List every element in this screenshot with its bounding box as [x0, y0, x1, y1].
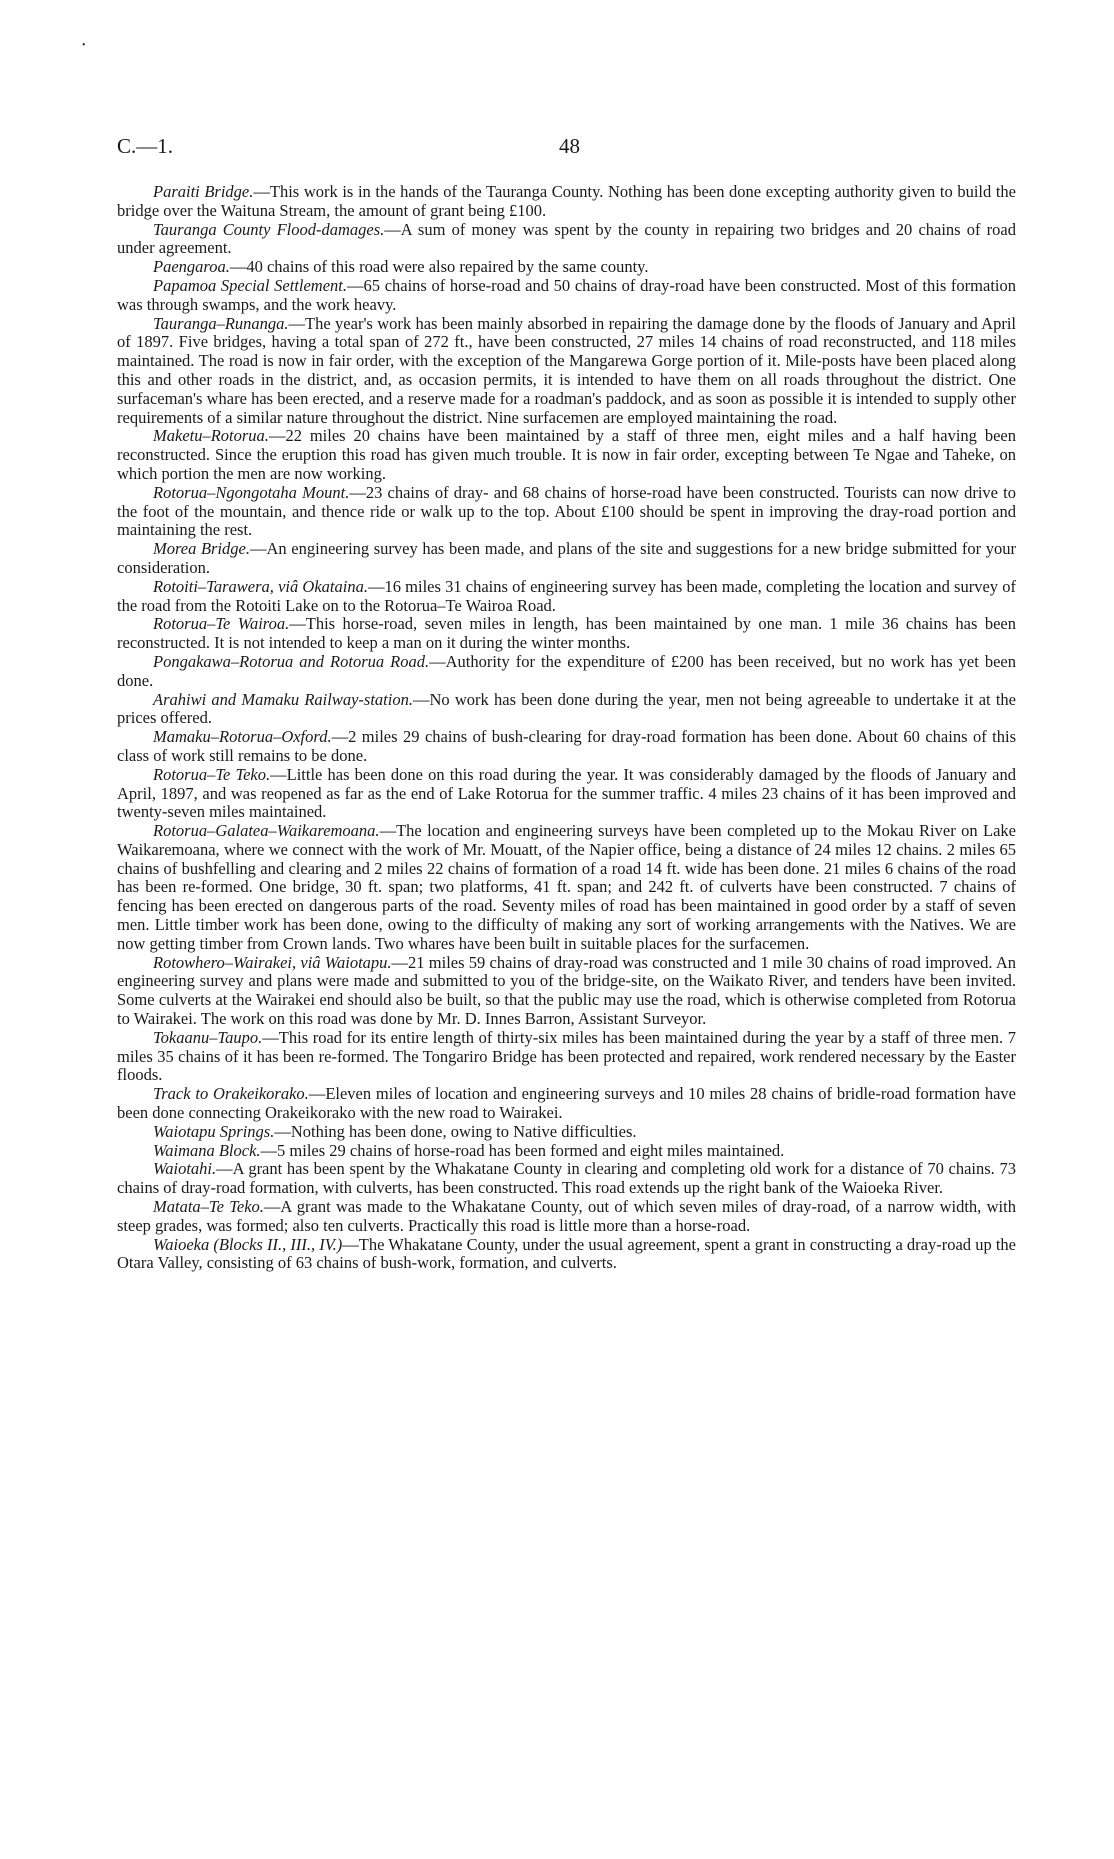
paragraph — [117, 1085, 1016, 1123]
paragraph-heading: Paraiti Bridge. — [153, 182, 254, 201]
paragraph-heading: Rotorua–Te Wairoa. — [153, 614, 290, 634]
paragraph — [117, 1142, 1016, 1161]
paragraph-text: —23 chains of dray- and 68 chains of horse-road have been constructed. Tourists can now drive to the foot of the mountain, and thence ride or walk up to the top. About £100 should be spent in improving the dray-road portion and maintaining the rest. — [117, 482, 1016, 540]
paragraph-heading: Arahiwi and Mamaku Railway-station. — [153, 689, 413, 709]
paragraph-heading: Rotoiti–Tarawera, viâ Okataina. — [153, 576, 368, 596]
paragraph-text: —This work is in the hands of the Tauranga County. Nothing has been done excepting authority given to build the bridge over the Waituna Stream, the amount of grant being £100. — [117, 182, 1016, 220]
paragraph-heading: Rotorua–Ngongotaha Mount. — [153, 482, 350, 502]
paragraph-text: —An engineering survey has been made, and plans of the site and suggestions for a new bridge submitted for your consideration. — [117, 539, 1016, 577]
paragraph — [117, 315, 1016, 428]
paragraph-heading: Matata–Te Teko. — [153, 1197, 264, 1217]
paragraph-heading: Waimana Block. — [153, 1140, 261, 1160]
paragraph-heading: Rotowhero–Wairakei, viâ Waiotapu. — [153, 952, 392, 972]
paragraph-text: —40 chains of this road were also repaired by the same county. — [229, 257, 649, 277]
paragraph-text: —Nothing has been done, owing to Native difficulties. — [274, 1121, 637, 1141]
paragraph — [117, 1160, 1016, 1198]
paragraph-heading: Tokaanu–Taupo. — [153, 1027, 263, 1047]
paragraph-heading: Paengaroa. — [153, 257, 230, 277]
paragraph — [117, 183, 1016, 221]
paragraph-heading: Waioeka (Blocks II., III., IV.) — [153, 1234, 343, 1254]
paragraph-heading: Tauranga County Flood-damages. — [153, 219, 385, 239]
paragraph-heading: Pongakawa–Rotorua and Rotorua Road. — [153, 651, 430, 671]
paragraph-heading: Maketu–Rotorua. — [153, 426, 269, 446]
paragraph-text: —The location and engineering surveys have been completed up to the Mokau River on Lake Waikaremoana, where we connect with the work of Mr. Mouatt, of the Napier office, being a distance of 24 miles 12 chains. 2 miles 65 chains of bushfelling and clearing and 2 miles 22 chains of formation of a road 14 ft. wide has been done. 21 miles 6 chains of the road has been re-formed. One bridge, 30 ft. span; two platforms, 41 ft. span; and 242 ft. of culverts have been constructed. 7 chains of fencing has been erected on dangerous parts of the road. Seventy miles of road has been maintained in good order by a staff of seven men. Little timber work has been done, owing to the difficulty of making any sort of working arrangements with the Natives. We are now getting timber from Crown lands. Two whares have been built in suitable places for the surfacemen. — [117, 821, 1016, 953]
paragraph — [117, 653, 1016, 691]
paragraph — [117, 484, 1016, 540]
paragraph-text: —Eleven miles of location and engineering surveys and 10 miles 28 chains of bridle-road formation have been done connecting Orakeikorako with the new road to Wairakei. — [117, 1084, 1016, 1123]
paragraph-heading: Waiotapu Springs. — [153, 1121, 275, 1141]
paragraph — [117, 258, 1016, 277]
document-reference: C.—1. — [117, 134, 174, 158]
paragraph-text: —The year's work has been mainly absorbed in repairing the damage done by the floods of January and April of 1897. Five bridges, having a total span of 272 ft., have been constructed, 27 miles 14 chains of road reconstructed, and 118 miles maintained. The road is now in fair order, with the exception of the Mangarewa Gorge portion of it. Mile-posts have been placed along this and other roads in the district, and, as occasion permits, it is intended to have them on all roads throughout the district. One surfaceman's whare has been erected, and a reserve made for a roadman's paddock, and as soon as possible it is intended to supply other requirements of a similar nature throughout the district. Nine surfacemen are employed maintaining the road. — [117, 313, 1016, 427]
paragraph — [117, 1198, 1016, 1236]
paragraph — [117, 1123, 1016, 1142]
paragraph-heading: Rotorua–Galatea–Waikaremoana. — [153, 821, 380, 841]
body-text — [117, 183, 1016, 1273]
paragraph — [117, 221, 1016, 259]
paragraph — [117, 277, 1016, 315]
paragraph-text: —A grant was made to the Whakatane County, out of which seven miles of dray-road, of a narrow width, with steep grades, was formed; also ten culverts. Practically this road is little more than a horse-road. — [117, 1197, 1016, 1235]
paragraph-text: —2 miles 29 chains of bush-clearing for dray-road formation has been done. About 60 chains of this class of work still remains to be done. — [117, 727, 1016, 765]
paragraph-heading: Tauranga–Runanga. — [153, 313, 289, 333]
paragraph-text: —5 miles 29 chains of horse-road has been formed and eight miles maintained. — [260, 1140, 785, 1160]
paragraph-text: —21 miles 59 chains of dray-road was constructed and 1 mile 30 chains of road improved. An engineering survey and plans were made and submitted to you of the bridge-site, on the Waikato River, and tenders have been invited. Some culverts at the Wairakei end should also be built, so that the public may use the road, which is otherwise completed from Rotorua to Wairakei. The work on this road was done by Mr. D. Innes Barron, Assistant Surveyor. — [117, 952, 1016, 1029]
paragraph — [117, 1029, 1016, 1085]
paragraph-text: —65 chains of horse-road and 50 chains of dray-road have been constructed. Most of this formation was through swamps, and the work heavy. — [117, 275, 1016, 314]
paragraph-heading: Mamaku–Rotorua–Oxford. — [153, 727, 332, 747]
paragraph — [117, 615, 1016, 653]
speck-mark: • — [82, 40, 86, 51]
paragraph — [117, 822, 1016, 954]
paragraph — [117, 540, 1016, 578]
paragraph-text: —The Whakatane County, under the usual agreement, spent a grant in constructing a dray-road up the Otara Valley, consisting of 63 chains of bush-work, formation, and culverts. — [117, 1234, 1016, 1273]
paragraph-text: —No work has been done during the year, men not being agreeable to undertake it at the prices offered. — [117, 689, 1016, 728]
paragraph-heading: Track to Orakeikorako. — [153, 1084, 309, 1104]
paragraph — [117, 766, 1016, 822]
paragraph-heading: Rotorua–Te Teko. — [153, 764, 271, 784]
paragraph-text: —22 miles 20 chains have been maintained by a staff of three men, eight miles and a half having been reconstructed. Since the eruption this road has given much trouble. It is now in fair order, excepting between Te Ngae and Taheke, on which portion the men are now working. — [117, 426, 1016, 483]
paragraph — [117, 578, 1016, 616]
page-number: 48 — [559, 134, 580, 158]
paragraph-text: —A grant has been spent by the Whakatane County in clearing and completing old work for a distance of 70 chains. 73 chains of dray-road formation, with culverts, has been constructed. This road extends up the right bank of the Waioeka River. — [117, 1159, 1016, 1198]
paragraph-heading: Waiotahi. — [153, 1159, 217, 1179]
page-header — [117, 134, 1017, 164]
paragraph — [117, 954, 1016, 1029]
paragraph-text: —Authority for the expenditure of £200 has been received, but no work has yet been done. — [117, 651, 1016, 690]
paragraph — [117, 427, 1016, 483]
paragraph — [117, 691, 1016, 729]
paragraph-text: —Little has been done on this road during the year. It was considerably damaged by the floods of January and April, 1897, and was reopened as far as the end of Lake Rotorua for the summer traffic. 4 miles 23 chains of it has been improved and twenty-seven miles maintained. — [117, 764, 1016, 822]
paragraph — [117, 728, 1016, 766]
paragraph-text: —This horse-road, seven miles in length, has been maintained by one man. 1 mile 36 chains has been reconstructed. It is not intended to keep a man on it during the winter months. — [117, 614, 1016, 653]
paragraph-heading: Morea Bridge. — [153, 539, 251, 559]
paragraph-heading: Papamoa Special Settlement. — [153, 275, 348, 295]
paragraph — [117, 1236, 1016, 1274]
paragraph-text: —This road for its entire length of thirty-six miles has been maintained during the year by a staff of three men. 7 miles 35 chains of it has been re-formed. The Tongariro Bridge has been protected and repaired, work rendered necessary by the Easter floods. — [117, 1027, 1016, 1085]
paragraph-text: —A sum of money was spent by the county in repairing two bridges and 20 chains of road under agreement. — [117, 219, 1016, 258]
paragraph-text: —16 miles 31 chains of engineering survey has been made, completing the location and survey of the road from the Rotoiti Lake on to the Rotorua–Te Wairoa Road. — [117, 576, 1016, 615]
